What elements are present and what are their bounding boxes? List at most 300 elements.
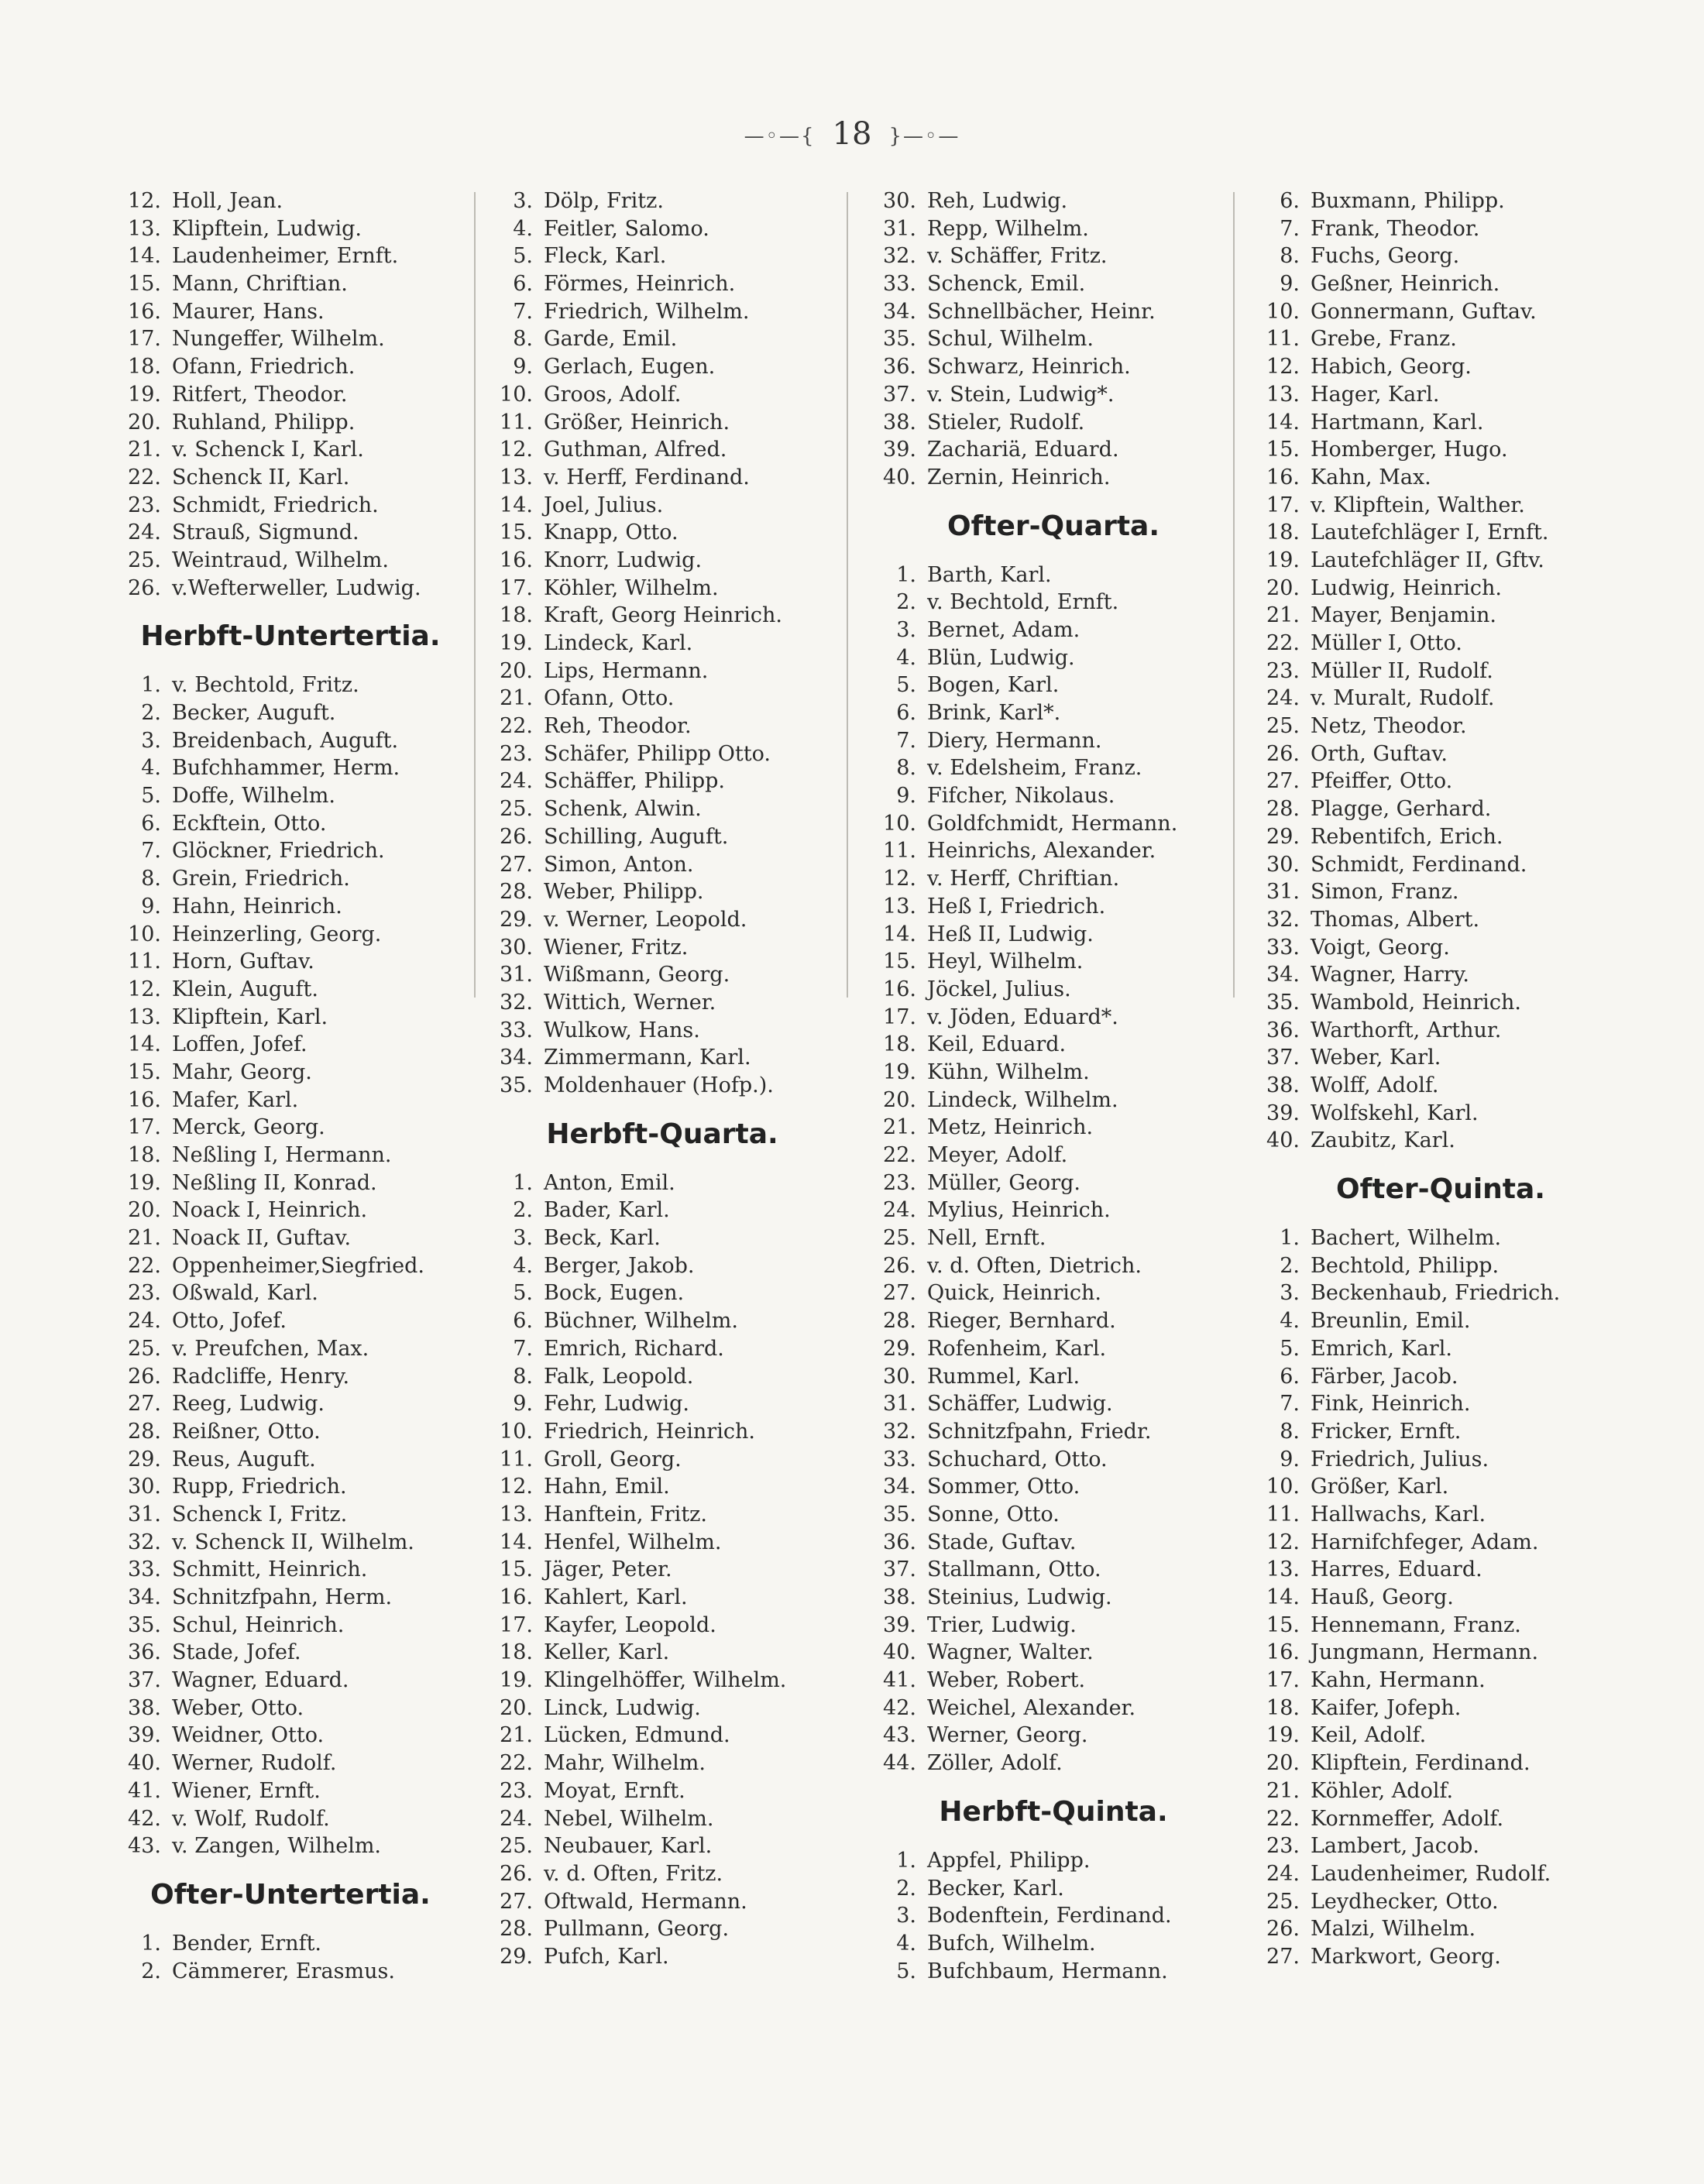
student-entry <box>108 1335 472 1363</box>
entry-number: 38. <box>883 1585 916 1609</box>
entry-number: 20. <box>500 658 533 683</box>
entry-number: 17. <box>500 575 533 600</box>
entry-number: 40. <box>883 1640 916 1665</box>
student-name: Knapp, Otto. <box>544 520 679 545</box>
entry-number: 4. <box>896 1931 916 1956</box>
entry-number: 23. <box>1266 658 1300 683</box>
student-name: Groos, Adolf. <box>544 382 682 407</box>
student-name: Rummel, Karl. <box>927 1364 1080 1389</box>
student-entry <box>1247 464 1634 492</box>
student-name: Henfel, Wilhelm. <box>544 1530 722 1554</box>
student-entry <box>108 782 472 810</box>
student-entry <box>480 906 844 934</box>
entry-number: 14. <box>500 493 533 517</box>
student-name: Reißner, Otto. <box>172 1419 321 1444</box>
entry-number: 37. <box>883 1557 916 1582</box>
student-name: Köhler, Wilhelm. <box>544 575 719 600</box>
student-entry <box>864 727 1243 755</box>
entry-number: 11. <box>128 949 161 974</box>
student-entry <box>1247 1072 1634 1100</box>
student-name: Mafer, Karl. <box>172 1087 299 1112</box>
student-entry <box>108 1612 472 1640</box>
student-entry <box>480 1363 844 1391</box>
student-entry <box>480 934 844 962</box>
student-name: v. Muralt, Rudolf. <box>1311 686 1495 711</box>
student-name: Knorr, Ludwig. <box>544 548 703 572</box>
student-name: Breidenbach, Auguft. <box>172 728 399 753</box>
student-entry <box>108 727 472 755</box>
entry-number: 43. <box>128 1834 161 1859</box>
student-name: v. Bechtold, Ernft. <box>927 590 1119 615</box>
student-entry <box>864 1031 1243 1059</box>
student-entry <box>1247 325 1634 353</box>
student-name: Keil, Eduard. <box>927 1032 1067 1057</box>
student-entry <box>480 325 844 353</box>
column-3 <box>864 187 1243 1985</box>
entry-number: 15. <box>1266 1612 1300 1637</box>
entry-number: 16. <box>500 1585 533 1609</box>
entry-number: 34. <box>883 1475 916 1499</box>
entry-number: 18. <box>500 603 533 628</box>
entry-number: 40. <box>883 465 916 489</box>
student-name: Fuchs, Georg. <box>1311 244 1460 269</box>
entry-number: 33. <box>500 1018 533 1042</box>
entry-number: 7. <box>513 1336 533 1361</box>
student-entry <box>480 1777 844 1805</box>
entry-number: 5. <box>513 1281 533 1306</box>
student-entry <box>480 1044 844 1072</box>
student-name: Reh, Ludwig. <box>927 189 1068 213</box>
student-entry <box>108 1087 472 1114</box>
student-name: Fricker, Ernft. <box>1311 1419 1462 1444</box>
student-entry <box>864 782 1243 810</box>
student-name: Moyat, Ernft. <box>544 1778 685 1803</box>
student-name: Lindeck, Karl. <box>544 631 693 655</box>
student-name: Voigt, Georg. <box>1311 935 1450 960</box>
student-entry <box>480 1279 844 1307</box>
student-entry <box>1247 1127 1634 1155</box>
student-name: Sommer, Otto. <box>927 1475 1080 1499</box>
student-name: Klipftein, Ferdinand. <box>1311 1751 1531 1776</box>
student-name: Thomas, Albert. <box>1311 907 1480 932</box>
student-name: Appfel, Philipp. <box>927 1848 1091 1873</box>
entry-number: 25. <box>500 1834 533 1859</box>
student-name: Feitler, Salomo. <box>544 216 709 241</box>
student-name: Keller, Karl. <box>544 1640 670 1665</box>
entry-number: 9. <box>1280 272 1300 297</box>
student-entry <box>480 1446 844 1474</box>
student-entry <box>864 1252 1243 1280</box>
student-name: Hanftein, Fritz. <box>544 1502 707 1526</box>
student-entry <box>480 187 844 215</box>
entry-number: 14. <box>1266 410 1300 434</box>
entry-number: 29. <box>128 1447 161 1471</box>
student-name: Nungeffer, Wilhelm. <box>172 327 385 352</box>
student-entry <box>108 464 472 492</box>
entry-number: 9. <box>513 1392 533 1417</box>
entry-number: 19. <box>500 631 533 655</box>
student-entry <box>108 1252 472 1280</box>
student-entry <box>480 1860 844 1888</box>
student-name: Jäger, Peter. <box>544 1557 672 1582</box>
student-name: Lambert, Jacob. <box>1311 1834 1479 1859</box>
student-name: Schmidt, Friedrich. <box>172 493 379 517</box>
student-entry <box>1247 1667 1634 1695</box>
student-entry <box>108 1224 472 1252</box>
class-section-title: Herbft-Quinta. <box>939 1795 1168 1828</box>
student-name: Otto, Jofef. <box>172 1309 287 1334</box>
entry-number: 1. <box>513 1170 533 1195</box>
student-entry <box>480 436 844 464</box>
student-entry <box>864 1612 1243 1640</box>
student-name: Meyer, Adolf. <box>927 1143 1068 1167</box>
entry-number: 14. <box>1266 1585 1300 1609</box>
entry-number: 30. <box>500 935 533 960</box>
entry-number: 27. <box>1266 769 1300 794</box>
student-entry <box>864 1584 1243 1612</box>
entry-number: 31. <box>1266 880 1300 905</box>
entry-number: 7. <box>1280 1392 1300 1417</box>
student-entry <box>108 519 472 547</box>
student-name: Dölp, Fritz. <box>544 189 664 213</box>
student-entry <box>108 671 472 699</box>
student-name: Barth, Karl. <box>927 562 1052 587</box>
student-name: Schilling, Auguft. <box>544 824 729 849</box>
entry-number: 27. <box>1266 1944 1300 1969</box>
student-name: v. Schenck I, Karl. <box>172 438 364 462</box>
class-section-title: Ofter-Quarta. <box>946 510 1160 542</box>
entry-number: 19. <box>128 1170 161 1195</box>
entry-number: 20. <box>1266 1751 1300 1776</box>
class-section-title: Herbft-Untertertia. <box>140 620 441 653</box>
student-entry <box>108 921 472 949</box>
student-name: Guthman, Alfred. <box>544 438 727 462</box>
entry-number: 24. <box>1266 1861 1300 1886</box>
entry-number: 33. <box>883 272 916 297</box>
student-name: Frank, Theodor. <box>1311 216 1480 241</box>
student-entry <box>1247 1805 1634 1833</box>
entry-number: 11. <box>500 1447 533 1471</box>
entry-number: 33. <box>1266 935 1300 960</box>
student-name: Leydhecker, Otto. <box>1311 1889 1499 1914</box>
student-name: Wagner, Harry. <box>1311 963 1469 987</box>
entry-number: 23. <box>128 493 161 517</box>
student-entry <box>864 1004 1243 1032</box>
student-entry <box>864 1902 1243 1930</box>
student-entry <box>480 1915 844 1943</box>
student-entry <box>864 464 1243 492</box>
student-name: Emrich, Richard. <box>544 1336 724 1361</box>
entry-number: 23. <box>883 1170 916 1195</box>
student-name: v. Bechtold, Fritz. <box>172 673 359 698</box>
entry-number: 39. <box>883 1612 916 1637</box>
student-entry <box>108 1722 472 1750</box>
student-name: Zimmermann, Karl. <box>544 1046 751 1070</box>
student-name: Weber, Robert. <box>927 1668 1086 1693</box>
entry-number: 4. <box>513 1253 533 1278</box>
entry-number: 1. <box>1280 1226 1300 1251</box>
student-entry <box>480 353 844 381</box>
student-name: Kahn, Max. <box>1311 465 1431 489</box>
student-entry <box>480 1888 844 1916</box>
student-entry <box>864 353 1243 381</box>
student-entry <box>864 1875 1243 1903</box>
student-name: Zernin, Heinrich. <box>927 465 1111 489</box>
entry-number: 37. <box>1266 1046 1300 1070</box>
student-name: v. Wolf, Rudolf. <box>172 1806 330 1831</box>
entry-number: 12. <box>1266 1530 1300 1554</box>
entry-number: 16. <box>500 548 533 572</box>
entry-number: 12. <box>500 438 533 462</box>
student-entry <box>480 1556 844 1584</box>
student-entry <box>108 325 472 353</box>
entry-number: 3. <box>513 1226 533 1251</box>
student-entry <box>1247 1750 1634 1777</box>
student-entry <box>480 767 844 795</box>
entry-number: 15. <box>500 1557 533 1582</box>
entry-number: 7. <box>896 728 916 753</box>
student-entry <box>480 685 844 713</box>
student-entry <box>1247 713 1634 740</box>
student-entry <box>480 740 844 768</box>
entry-number: 17. <box>883 1004 916 1029</box>
entry-number: 6. <box>1280 1364 1300 1389</box>
student-entry <box>1247 1252 1634 1280</box>
student-name: Grebe, Franz. <box>1311 327 1457 352</box>
student-name: Oftwald, Hermann. <box>544 1889 747 1914</box>
student-entry <box>864 893 1243 921</box>
student-entry <box>864 699 1243 727</box>
entry-number: 2. <box>141 1959 161 1983</box>
student-name: Simon, Franz. <box>1311 880 1459 905</box>
entry-number: 13. <box>500 1502 533 1526</box>
student-entry <box>864 1695 1243 1722</box>
student-name: Bader, Karl. <box>544 1198 670 1223</box>
entry-number: 22. <box>500 1751 533 1776</box>
student-name: Schnitzfpahn, Friedr. <box>927 1419 1152 1444</box>
student-name: Jungmann, Hermann. <box>1311 1640 1539 1665</box>
student-name: Netz, Theodor. <box>1311 714 1467 739</box>
entry-number: 15. <box>128 1059 161 1084</box>
class-section-title: Herbft-Quarta. <box>546 1118 778 1150</box>
entry-number: 34. <box>128 1585 161 1609</box>
entry-number: 11. <box>1266 1502 1300 1526</box>
student-entry <box>864 589 1243 616</box>
student-name: Bogen, Karl. <box>927 673 1060 698</box>
student-entry <box>1247 575 1634 603</box>
student-name: Wittich, Werner. <box>544 990 716 1015</box>
student-name: Friedrich, Heinrich. <box>544 1419 755 1444</box>
entry-number: 16. <box>128 299 161 324</box>
entry-number: 1. <box>141 673 161 698</box>
entry-number: 21. <box>883 1115 916 1140</box>
column-divider <box>847 192 848 998</box>
student-entry <box>864 1639 1243 1667</box>
student-name: Mahr, Georg. <box>172 1059 312 1084</box>
student-name: Hartmann, Karl. <box>1311 410 1484 434</box>
student-name: Bernet, Adam. <box>927 617 1080 642</box>
student-entry <box>1247 1888 1634 1916</box>
student-entry <box>1247 1044 1634 1072</box>
entry-number: 8. <box>1280 1419 1300 1444</box>
entry-number: 26. <box>1266 741 1300 766</box>
student-entry <box>1247 602 1634 630</box>
student-entry <box>1247 547 1634 575</box>
entry-number: 21. <box>1266 603 1300 628</box>
entry-number: 39. <box>128 1723 161 1748</box>
student-name: Garde, Emil. <box>544 327 678 352</box>
student-name: Schenck, Emil. <box>927 272 1086 297</box>
entry-number: 23. <box>500 1778 533 1803</box>
student-name: Habich, Georg. <box>1311 355 1472 379</box>
entry-number: 35. <box>883 1502 916 1526</box>
entry-number: 17. <box>1266 493 1300 517</box>
student-entry <box>480 1224 844 1252</box>
entry-number: 3. <box>896 1904 916 1928</box>
student-entry <box>1247 298 1634 326</box>
student-entry <box>864 1667 1243 1695</box>
student-entry <box>1247 1363 1634 1391</box>
student-name: Beckenhaub, Friedrich. <box>1311 1281 1561 1306</box>
student-name: Harnifchfeger, Adam. <box>1311 1530 1539 1554</box>
student-name: Weidner, Otto. <box>172 1723 325 1748</box>
student-entry <box>864 921 1243 949</box>
student-name: Jöckel, Julius. <box>927 977 1071 1001</box>
entry-number: 20. <box>883 1087 916 1112</box>
entry-number: 19. <box>500 1668 533 1693</box>
ornament-right: }—◦— <box>888 125 960 148</box>
entry-number: 15. <box>1266 438 1300 462</box>
student-entry <box>480 1501 844 1529</box>
student-entry <box>864 865 1243 893</box>
student-entry <box>108 893 472 921</box>
student-entry <box>864 242 1243 270</box>
student-name: Brink, Karl*. <box>927 701 1061 725</box>
student-name: Kahn, Hermann. <box>1311 1668 1486 1693</box>
student-entry <box>108 575 472 603</box>
student-entry <box>864 1958 1243 1986</box>
student-entry <box>1247 1279 1634 1307</box>
entry-number: 36. <box>128 1640 161 1665</box>
student-entry <box>1247 630 1634 658</box>
student-entry <box>480 878 844 906</box>
student-name: v. Herff, Chriftian. <box>927 867 1120 891</box>
student-name: Mylius, Heinrich. <box>927 1198 1111 1223</box>
student-entry <box>480 1418 844 1446</box>
student-entry <box>864 1335 1243 1363</box>
student-entry <box>1247 381 1634 409</box>
entry-number: 27. <box>500 1889 533 1914</box>
student-entry <box>864 810 1243 838</box>
student-entry <box>108 381 472 409</box>
student-entry <box>864 1418 1243 1446</box>
student-name: Lautefchläger II, Gftv. <box>1311 548 1544 572</box>
student-name: Zachariä, Eduard. <box>927 438 1119 462</box>
student-entry <box>480 409 844 437</box>
student-entry <box>864 1197 1243 1224</box>
student-name: v. Schäffer, Fritz. <box>927 244 1108 269</box>
entry-number: 1. <box>896 562 916 587</box>
student-entry <box>864 1390 1243 1418</box>
student-name: Markwort, Georg. <box>1311 1944 1501 1969</box>
student-entry <box>480 1072 844 1100</box>
entry-number: 26. <box>128 1364 161 1389</box>
entry-number: 24. <box>500 1806 533 1831</box>
student-name: Wolff, Adolf. <box>1311 1073 1439 1097</box>
entry-number: 26. <box>1266 1917 1300 1942</box>
student-name: Laudenheimer, Ernft. <box>172 244 399 269</box>
student-entry <box>1247 1307 1634 1335</box>
student-name: Steinius, Ludwig. <box>927 1585 1112 1609</box>
entry-number: 2. <box>896 1876 916 1901</box>
student-name: Rupp, Friedrich. <box>172 1475 347 1499</box>
student-entry <box>108 1832 472 1860</box>
student-name: Friedrich, Wilhelm. <box>544 299 750 324</box>
student-name: Rieger, Bernhard. <box>927 1309 1116 1334</box>
student-name: Oppenheimer,Siegfried. <box>172 1253 424 1278</box>
student-entry <box>480 547 844 575</box>
student-entry <box>1247 436 1634 464</box>
student-name: v. Schenck II, Wilhelm. <box>172 1530 414 1554</box>
student-entry <box>480 519 844 547</box>
student-name: Becker, Auguft. <box>172 701 336 725</box>
student-entry <box>108 242 472 270</box>
student-name: Fehr, Ludwig. <box>544 1392 689 1417</box>
student-name: Diery, Hermann. <box>927 728 1102 753</box>
student-entry <box>108 1639 472 1667</box>
entry-number: 6. <box>513 1309 533 1334</box>
entry-number: 34. <box>883 299 916 324</box>
entry-number: 11. <box>500 410 533 434</box>
student-entry <box>1247 1860 1634 1888</box>
student-entry <box>480 270 844 298</box>
student-entry <box>1247 1556 1634 1584</box>
entry-number: 17. <box>128 1115 161 1140</box>
student-entry <box>108 1667 472 1695</box>
student-entry <box>480 1695 844 1722</box>
student-entry <box>108 353 472 381</box>
entry-number: 14. <box>883 922 916 946</box>
student-name: Radcliffe, Henry. <box>172 1364 350 1389</box>
entry-number: 11. <box>883 839 916 864</box>
student-name: Merck, Georg. <box>172 1115 325 1140</box>
student-entry <box>864 1114 1243 1142</box>
student-entry <box>864 976 1243 1004</box>
student-name: Klipftein, Ludwig. <box>172 216 362 241</box>
student-name: Plagge, Gerhard. <box>1311 797 1492 822</box>
entry-number: 5. <box>1280 1336 1300 1361</box>
student-name: Müller II, Rudolf. <box>1311 658 1493 683</box>
student-entry <box>108 1501 472 1529</box>
entry-number: 35. <box>1266 990 1300 1015</box>
student-entry <box>480 630 844 658</box>
entry-number: 18. <box>883 1032 916 1057</box>
student-name: Weber, Karl. <box>1311 1046 1441 1070</box>
student-name: v. Herff, Ferdinand. <box>544 465 750 489</box>
student-name: Beck, Karl. <box>544 1226 661 1251</box>
entry-number: 15. <box>883 949 916 974</box>
student-entry <box>108 1307 472 1335</box>
entry-number: 22. <box>128 1253 161 1278</box>
student-entry <box>1247 1501 1634 1529</box>
student-name: Cämmerer, Erasmus. <box>172 1959 395 1983</box>
student-name: Größer, Karl. <box>1311 1475 1449 1499</box>
entry-number: 16. <box>128 1087 161 1112</box>
student-entry <box>108 1529 472 1557</box>
student-entry <box>864 1087 1243 1114</box>
student-name: Gerlach, Eugen. <box>544 355 716 379</box>
student-name: v. Klipftein, Walther. <box>1311 493 1525 517</box>
